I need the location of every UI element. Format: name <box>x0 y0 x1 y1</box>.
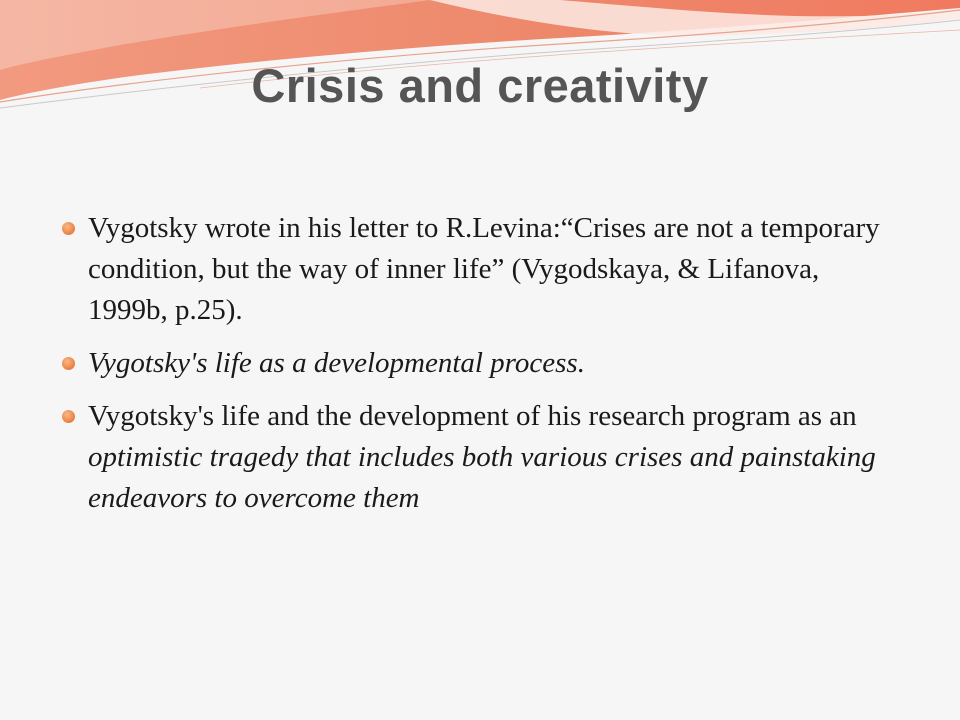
bullet-dot-icon <box>62 357 75 370</box>
bullet-text-italic: optimistic tragedy that includes both various crises and painstaking endeavors to overcome them <box>88 441 876 514</box>
bullet-text: Vygotsky wrote in his letter to R.Levina:“Crises are not a temporary condition, but the way of inner life” (Vygodskaya, & Lifanova, 1999b, p.25). <box>88 212 880 326</box>
slide-title: Crisis and creativity <box>251 59 709 112</box>
bullet-dot-icon <box>62 410 75 423</box>
bullet-list <box>62 208 892 531</box>
bullet-text-italic: Vygotsky's life as a developmental process. <box>88 347 585 379</box>
bullet-item <box>62 208 892 331</box>
bullet-item <box>62 343 892 384</box>
bullet-text: Vygotsky's life and the development of his research program as an <box>88 400 857 432</box>
bullet-dot-icon <box>62 222 75 235</box>
bullet-item <box>62 396 892 519</box>
